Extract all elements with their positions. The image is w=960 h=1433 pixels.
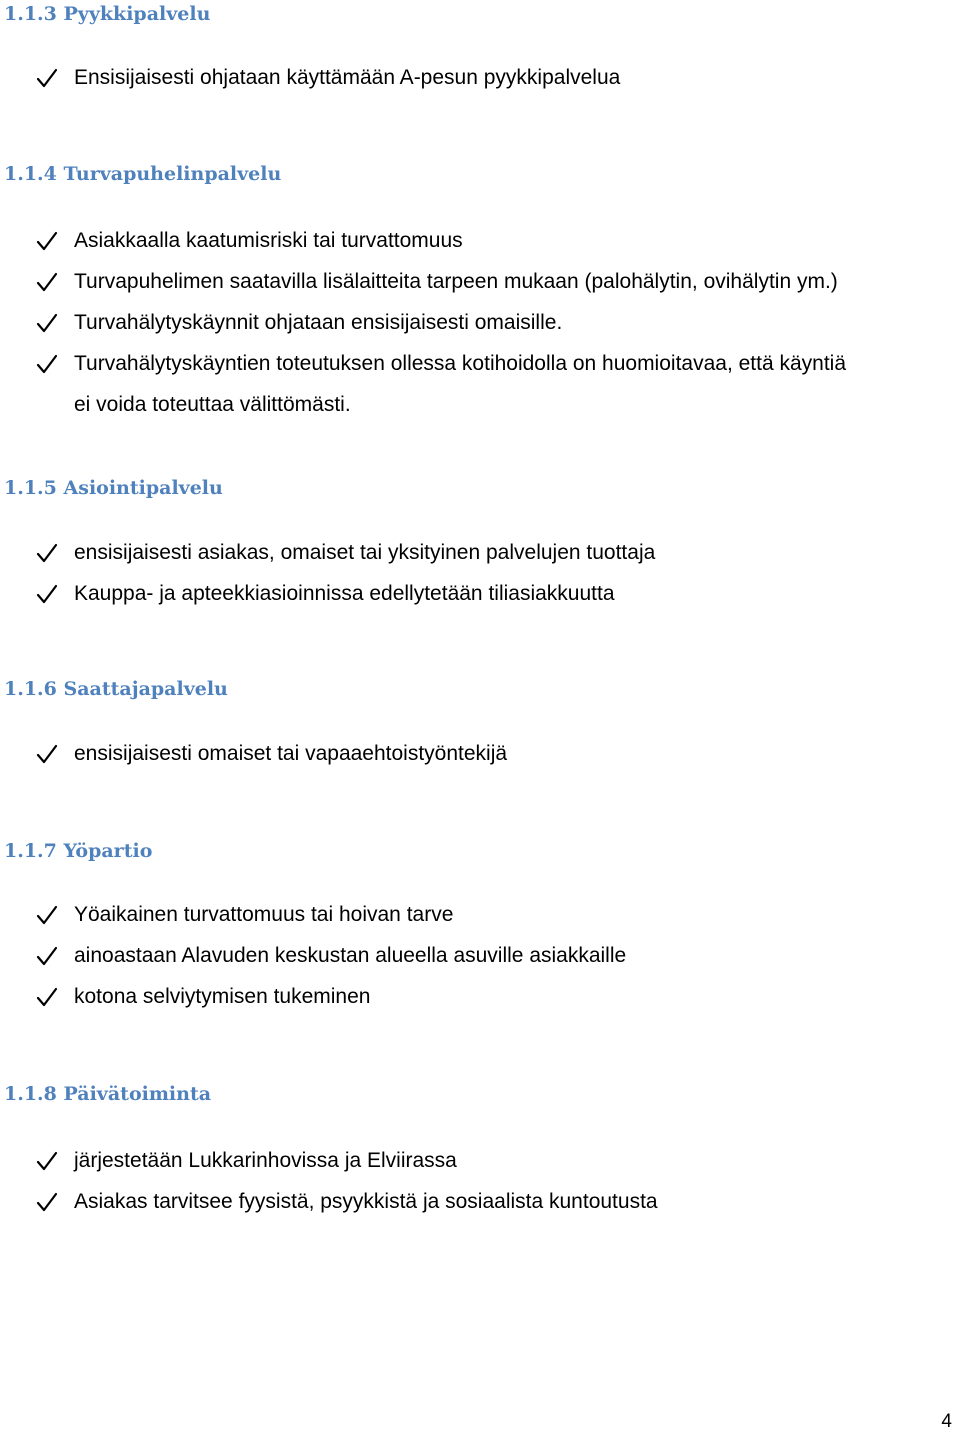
list-item-text: kotona selviytymisen tukeminen (74, 985, 371, 1008)
section-heading-turvapuhelinpalvelu: 1.1.4 Turvapuhelinpalvelu (4, 163, 282, 185)
checkmark-icon (36, 230, 58, 252)
list-item-text: ensisijaisesti asiakas, omaiset tai yksityinen palvelujen tuottaja (74, 541, 656, 564)
checkmark-icon (36, 312, 58, 334)
list-item (0, 941, 960, 971)
list-item-text: Asiakkaalla kaatumisriski tai turvattomuus (74, 229, 463, 252)
list-item-text: Turvahälytyskäyntien toteutuksen ollessa kotihoidolla on huomioitavaa, että käyntiä (74, 352, 847, 375)
list-item (0, 308, 960, 338)
checkmark-icon (36, 904, 58, 926)
list-item (0, 226, 960, 256)
section-heading-saattajapalvelu: 1.1.6 Saattajapalvelu (4, 678, 228, 700)
list-item-text: ensisijaisesti omaiset tai vapaaehtoistyöntekijä (74, 742, 508, 765)
checkmark-icon (36, 1150, 58, 1172)
list-item (0, 63, 960, 93)
checkmark-icon (36, 743, 58, 765)
list-item (0, 538, 960, 568)
list-item-text: Kauppa- ja apteekkiasioinnissa edellytetään tiliasiakkuutta (74, 582, 615, 605)
checkmark-icon (36, 1191, 58, 1213)
section-heading-yopartio: 1.1.7 Yöpartio (4, 840, 153, 862)
list-item (0, 1187, 960, 1217)
page-number: 4 (941, 1411, 952, 1432)
checkmark-icon (36, 986, 58, 1008)
list-item-continuation: ei voida toteuttaa välittömästi. (74, 393, 351, 416)
list-item (0, 982, 960, 1012)
list-item-text: Yöaikainen turvattomuus tai hoivan tarve (74, 903, 454, 926)
list-item-text: ainoastaan Alavuden keskustan alueella asuville asiakkaille (74, 944, 627, 967)
list-item (0, 267, 960, 297)
checkmark-icon (36, 271, 58, 293)
section-heading-paivatoiminta: 1.1.8 Päivätoiminta (4, 1083, 212, 1105)
list-item-text: Turvahälytyskäynnit ohjataan ensisijaisesti omaisille. (74, 311, 563, 334)
list-item-text: Turvapuhelimen saatavilla lisälaitteita tarpeen mukaan (palohälytin, ovihälytin ym.) (74, 270, 838, 293)
checkmark-icon (36, 542, 58, 564)
list-item (0, 349, 960, 379)
list-item (0, 1146, 960, 1176)
checkmark-icon (36, 945, 58, 967)
list-item (0, 900, 960, 930)
list-item-text: Asiakas tarvitsee fyysistä, psyykkistä ja sosiaalista kuntoutusta (74, 1190, 658, 1213)
checkmark-icon (36, 353, 58, 375)
list-item-text: Ensisijaisesti ohjataan käyttämään A-pesun pyykkipalvelua (74, 66, 621, 89)
list-item (0, 739, 960, 769)
section-heading-pyykkipalvelu: 1.1.3 Pyykkipalvelu (4, 3, 211, 25)
section-heading-asiointipalvelu: 1.1.5 Asiointipalvelu (4, 477, 223, 499)
checkmark-icon (36, 67, 58, 89)
checkmark-icon (36, 583, 58, 605)
list-item (0, 579, 960, 609)
list-item-text: järjestetään Lukkarinhovissa ja Elviirassa (74, 1149, 457, 1172)
